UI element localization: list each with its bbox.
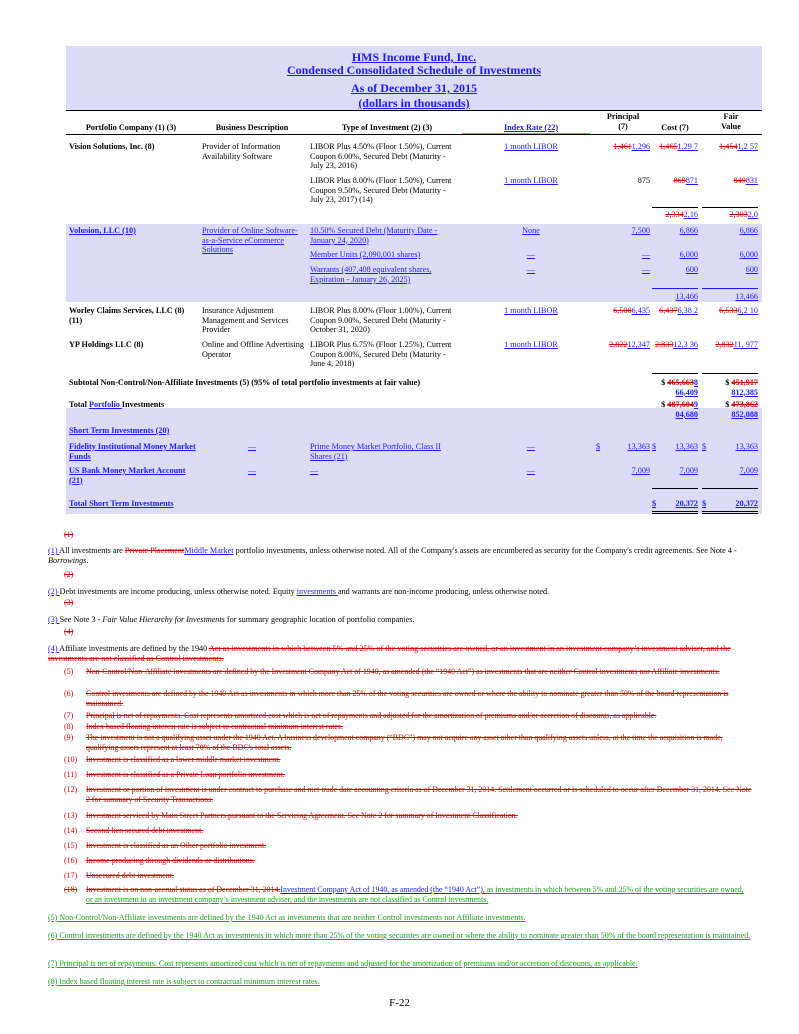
footnote-1: (1) All investments are Private PlacementMiddle Market portfolio investments, unless otherwise noted. All of the Company's assets are encumbered as security for the Company's credit agreements. See Note 4 - Borrowings. xyxy=(48,546,737,566)
old-footnote-12: (12) Investment or portion of investment is under contract to purchase and met trade date accounting criteria as of December 31, 2014. Settlement occurred or is scheduled to occur after December 31, 2014. See Note 2 for summary of Security Transactions. xyxy=(64,785,752,804)
subtotal-rule-cost xyxy=(652,373,698,374)
vision-sub-rule-fair xyxy=(702,207,758,208)
cost-vision-1: 1,4651,29 7 xyxy=(659,142,698,151)
investment-fidelity: Prime Money Market Portfolio, Class II Shares (21) xyxy=(310,442,441,461)
index-vision-1: 1 month LIBOR xyxy=(504,142,558,151)
total-short-term-label: Total Short Term Investments xyxy=(69,499,174,508)
header-index-rate: Index Rate (22) xyxy=(503,123,559,132)
principal-volusion-1: 7,500 xyxy=(631,226,650,235)
company-fidelity: Fidelity Institutional Money Market Funds xyxy=(69,442,196,461)
cost-yp: 2,83312,3 36 xyxy=(655,340,698,349)
subtotal-fair-vision: 2,3032,0 xyxy=(729,210,758,219)
business-usbank: — xyxy=(247,466,257,475)
company-vision: Vision Solutions, Inc. (8) xyxy=(69,142,155,151)
fair-fidelity-dollar: $ xyxy=(702,442,707,451)
cost-volusion-2: 6,000 xyxy=(679,250,698,259)
total-investments-cost: $ 487,6049 04,680 xyxy=(661,400,698,419)
subtotal-cost-volusion: 13,466 xyxy=(675,292,698,301)
old-footnote-14: (14) Second lien secured debt investment. xyxy=(64,826,204,835)
short-term-rule-fair xyxy=(702,488,758,489)
investment-volusion-3: Warrants (407,408 equivalent shares, Expiration - January 26, 2025) xyxy=(310,265,432,284)
old-footnote-10: (10) Investment is classified as a lower middle market investment. xyxy=(64,755,281,764)
investment-volusion-1: 10.50% Secured Debt (Maturity Date - January 24, 2020) xyxy=(310,226,438,245)
schedule-date: As of December 31, 2015 xyxy=(350,81,478,95)
cost-volusion-1: 6,866 xyxy=(679,226,698,235)
principal-usbank: 7,009 xyxy=(631,466,650,475)
old-footnote-15: (15) Investment is classified as an Other portfolio investment. xyxy=(64,841,267,850)
header-rule xyxy=(66,134,762,135)
index-yp: 1 month LIBOR xyxy=(504,340,558,349)
units-note: (dollars in thousands) xyxy=(358,96,470,110)
principal-yp: 2,82212,347 xyxy=(609,340,650,349)
subtotal-non-control-fair: $ 451,917 812,385 xyxy=(725,378,758,397)
vision-sub-rule-cost xyxy=(652,207,698,208)
old-footnote-17: (17) Unsecured debt investment. xyxy=(64,871,174,880)
footnote-18: (18) Investment is on non-accrual status as of December 31, 2014.Investment Company Act of 1940, as amended (the “1940 Act”), as investments in which between 5% and 25% of the voting securities are owned, or an investment in an investment company’s investment adviser, and the investments are not classified as Control investments. xyxy=(64,885,744,904)
header-type: Type of Investment (2) (3) xyxy=(341,123,433,132)
fair-fidelity: 13,363 xyxy=(735,442,758,451)
short-term-heading: Short Term Investments (20) xyxy=(69,426,170,435)
new-footnote-7: (7) Principal is net of repayments. Cost represents amortized cost which is net of repayments and adjusted for the amortization of premiums and/or accretion of discounts, as applicable. xyxy=(48,959,638,968)
header-fair-value: Fair Value xyxy=(721,112,741,131)
header-rule-mark xyxy=(462,133,590,134)
total-short-term-cost: 20,372 xyxy=(675,499,698,508)
header-principal: Principal (7) xyxy=(606,112,640,131)
volusion-sub-rule-fair xyxy=(702,288,758,289)
business-vision: Provider of Information Availability Software xyxy=(202,142,281,161)
index-volusion-2: — xyxy=(526,250,536,259)
footnote-1-old-marker: (1) xyxy=(64,530,74,539)
subtotal-rule-fair xyxy=(702,373,758,374)
fair-usbank: 7,009 xyxy=(739,466,758,475)
company-name: HMS Income Fund, Inc. xyxy=(351,50,477,64)
principal-worley: 6,5006,435 xyxy=(613,306,650,315)
company-usbank: US Bank Money Market Account (21) xyxy=(69,466,186,485)
cost-usbank: 7,009 xyxy=(679,466,698,475)
old-footnote-8: (8) Index based floating interest rate is subject to contractual minimum interest rates. xyxy=(64,722,343,731)
principal-volusion-2: — xyxy=(641,250,650,259)
footnote-3-old-marker: (3) xyxy=(64,598,74,607)
short-term-rule-cost xyxy=(652,488,698,489)
footnote-2: (2) Debt investments are income producing, unless otherwise noted. Equity investments and warrants are non-income producing, unless otherwise noted. xyxy=(48,587,550,596)
investment-vision-2: LIBOR Plus 8.00% (Floor 1.50%), Current Coupon 9.50%, Secured Debt (Maturity - July 23, 2017) (14) xyxy=(310,176,452,205)
total-short-term-fair-dollar: $ xyxy=(702,499,707,508)
total-short-term-cost-dollar: $ xyxy=(652,499,657,508)
investment-volusion-2: Member Units (2,090,001 shares) xyxy=(310,250,421,259)
title-rule xyxy=(66,110,762,111)
cost-fidelity: 13,363 xyxy=(675,442,698,451)
old-footnote-16: (16) Income producing through dividends or distributions. xyxy=(64,856,255,865)
company-yp: YP Holdings LLC (8) xyxy=(69,340,144,349)
index-vision-2: 1 month LIBOR xyxy=(504,176,558,185)
old-footnote-11: (11) Investment is classified as a Private Loan portfolio investment. xyxy=(64,770,285,779)
total-investments-fair: $ 473,862 852,088 xyxy=(725,400,758,419)
subtotal-cost-vision: 2,3342,16 xyxy=(665,210,698,219)
new-footnote-5: (5) Non-Control/Non-Affiliate investments are defined by the 1940 Act as investments that are neither Control investments nor Affiliate investments. xyxy=(48,913,526,922)
cost-volusion-3: 600 xyxy=(685,265,698,274)
cost-fidelity-dollar: $ xyxy=(652,442,657,451)
header-cost: Cost (7) xyxy=(661,123,689,132)
fair-worley: 6,5336,2 10 xyxy=(719,306,758,315)
cost-worley: 6,4376,38 2 xyxy=(659,306,698,315)
old-footnote-13: (13) Investment serviced by Main Street Partners pursuant to the Servicing Agreement. See Note 2 for summary of Investment Classification. xyxy=(64,811,518,820)
fair-volusion-3: 600 xyxy=(745,265,758,274)
index-fidelity: — xyxy=(526,442,536,451)
subtotal-fair-volusion: 13,466 xyxy=(735,292,758,301)
footnote-3: (3) See Note 3 - Fair Value Hierarchy for Investments for summary geographic location of portfolio companies. xyxy=(48,615,415,624)
investment-usbank: — xyxy=(310,466,319,475)
fair-vision-2: 849831 xyxy=(733,176,758,185)
principal-vision-1: 1,4611,296 xyxy=(613,142,650,151)
volusion-sub-rule-cost xyxy=(652,288,698,289)
principal-fidelity-dollar: $ xyxy=(596,442,601,451)
footnote-4-old-marker: (4) xyxy=(64,627,74,636)
business-worley: Insurance Adjustment Management and Services Provider xyxy=(202,306,289,335)
fair-yp: 2,83211, 977 xyxy=(715,340,758,349)
business-fidelity: — xyxy=(247,442,257,451)
fair-vision-1: 1,4541,2 57 xyxy=(719,142,758,151)
old-footnote-5: (5) Non-Control/Non-Affiliate investments are defined by the Investment Company Act of 1940, as amended (the “1940 Act”) as investments that are neither Control investments nor Affiliate investments. xyxy=(64,667,720,676)
old-footnote-7: (7) Principal is net of repayments. Cost represents amortized cost which is net of repayments and adjusted for the amortization of premiums and/or accretion of discounts, as applicable. xyxy=(64,711,657,720)
new-footnote-6: (6) Control investments are defined by the 1940 Act as investments in which more than 25% of the voting securities are owned or where the ability to nominate greater than 50% of the board representation is maintained. xyxy=(48,931,751,940)
total-investments-label: Total Portfolio Investments xyxy=(69,400,165,409)
principal-fidelity: 13,363 xyxy=(627,442,650,451)
old-footnote-6: (6) Control investments are defined by the 1940 Act as investments in which more than 25% of the voting securities are owned or where the ability to nominate greater than 50% of the board representation is maintained. xyxy=(64,689,729,708)
subtotal-non-control-cost: $ 465,6638 66,409 xyxy=(661,378,698,397)
index-volusion-3: — xyxy=(526,265,536,274)
fair-volusion-1: 6,866 xyxy=(739,226,758,235)
header-business: Business Description xyxy=(215,123,289,132)
cost-vision-2: 869871 xyxy=(673,176,698,185)
old-footnote-9: (9) The investment is not a qualifying asset under the 1940 Act. A business development company (“BDC”) may not acquire any asset other than qualifying assets unless, at the time the acquisition is made, qualifying assets represent at least 70% of the BDC's total assets. xyxy=(64,733,723,752)
footnote-4: (4) Affiliate investments are defined by the 1940 Act as investments in which between 5% and 25% of the voting securities are owned, or an investment in an investment company’s investment adviser, and the investments are not classified as Control investments. xyxy=(48,644,731,664)
index-volusion-1: None xyxy=(522,226,540,235)
company-volusion: Volusion, LLC (10) xyxy=(69,226,136,235)
index-usbank: — xyxy=(526,466,536,475)
investment-vision-1: LIBOR Plus 4.50% (Floor 1.50%), Current Coupon 6.00%, Secured Debt (Maturity - July 23, 2016) xyxy=(310,142,452,171)
header-company: Portfolio Company (1) (3) xyxy=(85,123,177,132)
schedule-title: Condensed Consolidated Schedule of Investments xyxy=(286,63,542,77)
subtotal-non-control-label: Subtotal Non-Control/Non-Affiliate Investments (5) (95% of total portfolio investments at fair value) xyxy=(69,378,421,387)
total-short-term-fair: 20,372 xyxy=(735,499,758,508)
footnote-2-old-marker: (2) xyxy=(64,570,74,579)
business-yp: Online and Offline Advertising Operator xyxy=(202,340,304,359)
new-footnote-8: (8) Index based floating interest rate is subject to contractual minimum interest rates. xyxy=(48,977,320,986)
principal-volusion-3: — xyxy=(641,265,650,274)
investment-yp: LIBOR Plus 6.75% (Floor 1.25%), Current Coupon 8.00%, Secured Debt (Maturity - June 4, 2018) xyxy=(310,340,452,369)
fair-volusion-2: 6,000 xyxy=(739,250,758,259)
investment-worley: LIBOR Plus 8.00% (Floor 1.00%), Current Coupon 9.00%, Secured Debt (Maturity - October 31, 2020) xyxy=(310,306,452,335)
index-worley: 1 month LIBOR xyxy=(504,306,558,315)
business-volusion: Provider of Online Software-as-a-Service eCommerce Solutions xyxy=(202,226,298,255)
total-rule-cost xyxy=(652,511,698,514)
page-number: F-22 xyxy=(389,997,410,1009)
company-worley: Worley Claims Services, LLC (8) (11) xyxy=(69,306,185,325)
schedule-table xyxy=(66,46,762,514)
principal-vision-2: 875 xyxy=(637,176,650,185)
total-rule-fair xyxy=(702,511,758,514)
